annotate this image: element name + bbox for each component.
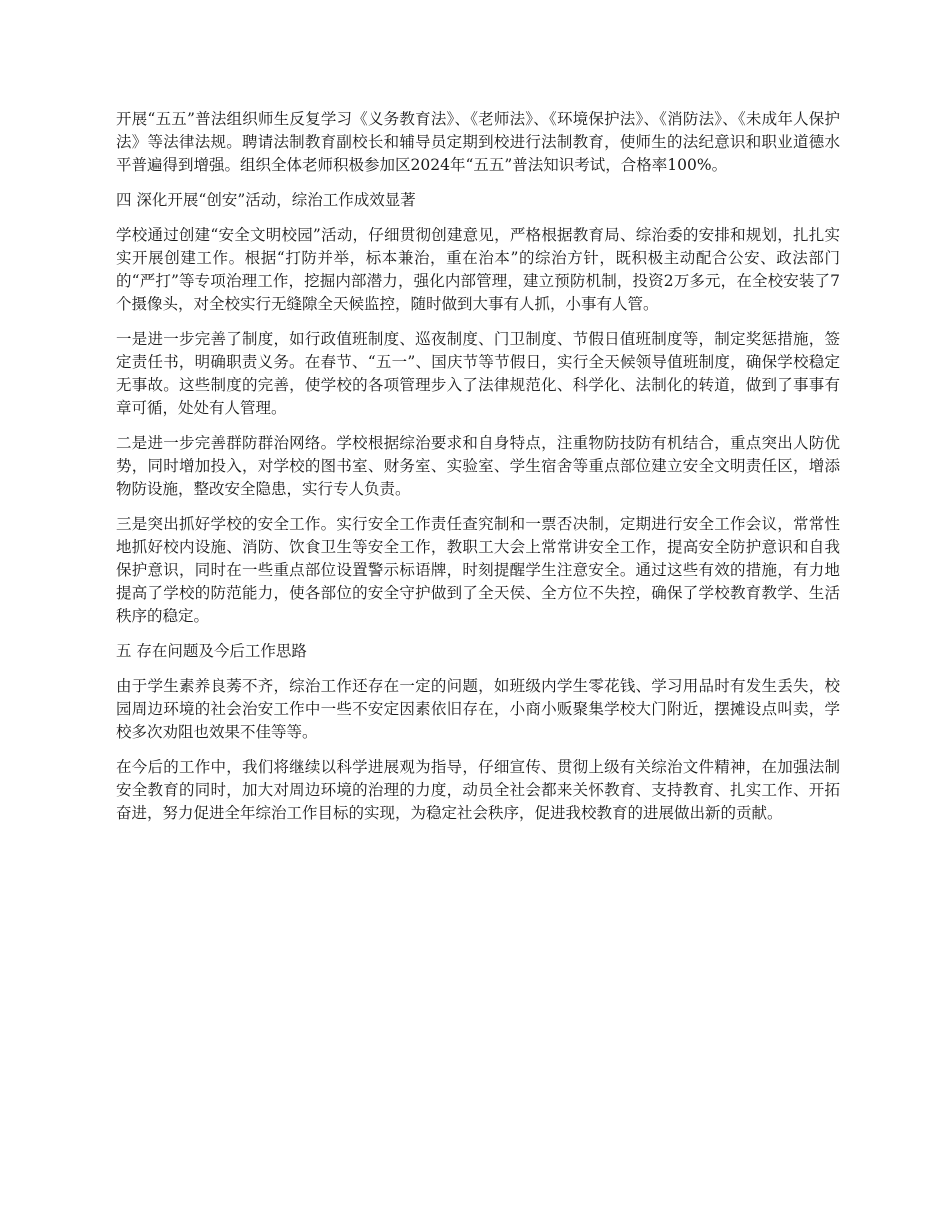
paragraph-safe-campus: 学校通过创建“安全文明校园”活动，仔细贯彻创建意见，严格根据教育局、综治委的安排和规划，扎扎实实开展创建工作。根据“打防并举，标本兼治，重在治本”的综治方针，既积极主动配合公安、政法部门的“严打”等专项治理工作，挖掘内部潜力，强化内部管理，建立预防机制，投资2万多元，在全校安装了7个摄像头，对全校实行无缝隙全天候监控，随时做到大事有人抓，小事有人管。 <box>116 226 840 313</box>
document-page <box>116 108 840 837</box>
paragraph-system-improvement: 一是进一步完善了制度，如行政值班制度、巡夜制度、门卫制度、节假日值班制度等，制定奖惩措施，签定责任书，明确职责义务。在春节、“五一”、国庆节等节假日，实行全天候领导值班制度，确保学校稳定无事故。这些制度的完善，使学校的各项管理步入了法律规范化、科学化、法制化的转道，做到了事事有章可循，处处有人管理。 <box>116 330 840 417</box>
paragraph-safety-work: 三是突出抓好学校的安全工作。实行安全工作责任查究制和一票否决制，定期进行安全工作会议，常常性地抓好校内设施、消防、饮食卫生等安全工作，教职工大会上常常讲安全工作，提高安全防护意识和自我保护意识，同时在一些重点部位设置警示标语牌，时刻提醒学生注意安全。通过这些有效的措施，有力地提高了学校的防范能力，使各部位的安全守护做到了全天侯、全方位不失控，确保了学校教育教学、生活秩序的稳定。 <box>116 515 840 625</box>
section-heading-4: 四 深化开展“创安”活动，综治工作成效显著 <box>116 191 416 209</box>
paragraph-problems: 由于学生素养良莠不齐，综治工作还存在一定的问题，如班级内学生零花钱、学习用品时有发生丢失，校园周边环境的社会治安工作中一些不安定因素依旧存在，小商小贩聚集学校大门附近，摆摊设点叫卖，学校多次劝阻也效果不佳等等。 <box>116 677 840 741</box>
paragraph-future-work: 在今后的工作中，我们将继续以科学进展观为指导，仔细宣传、贯彻上级有关综治文件精神，在加强法制安全教育的同时，加大对周边环境的治理的力度，动员全社会都来关怀教育、支持教育、扎实工作、开拓奋进，努力促进全年综治工作目标的实现，为稳定社会秩序，促进我校教育的进展做出新的贡献。 <box>116 758 840 822</box>
section-heading-5: 五 存在问题及今后工作思路 <box>116 642 307 660</box>
paragraph-prevention-network: 二是进一步完善群防群治网络。学校根据综治要求和自身特点，注重物防技防有机结合，重点突出人防优势，同时增加投入，对学校的图书室、财务室、实验室、学生宿舍等重点部位建立安全文明责任区，增添物防设施，整改安全隐患，实行专人负责。 <box>116 434 840 498</box>
paragraph-legal-education: 开展“五五”普法组织师生反复学习《义务教育法》、《老师法》、《环境保护法》、《消防法》、《未成年人保护法》等法律法规。聘请法制教育副校长和辅导员定期到校进行法制教育，使师生的法纪意识和职业道德水平普遍得到增强。组织全体老师积极参加区2024年“五五”普法知识考试，合格率100%。 <box>116 110 840 174</box>
